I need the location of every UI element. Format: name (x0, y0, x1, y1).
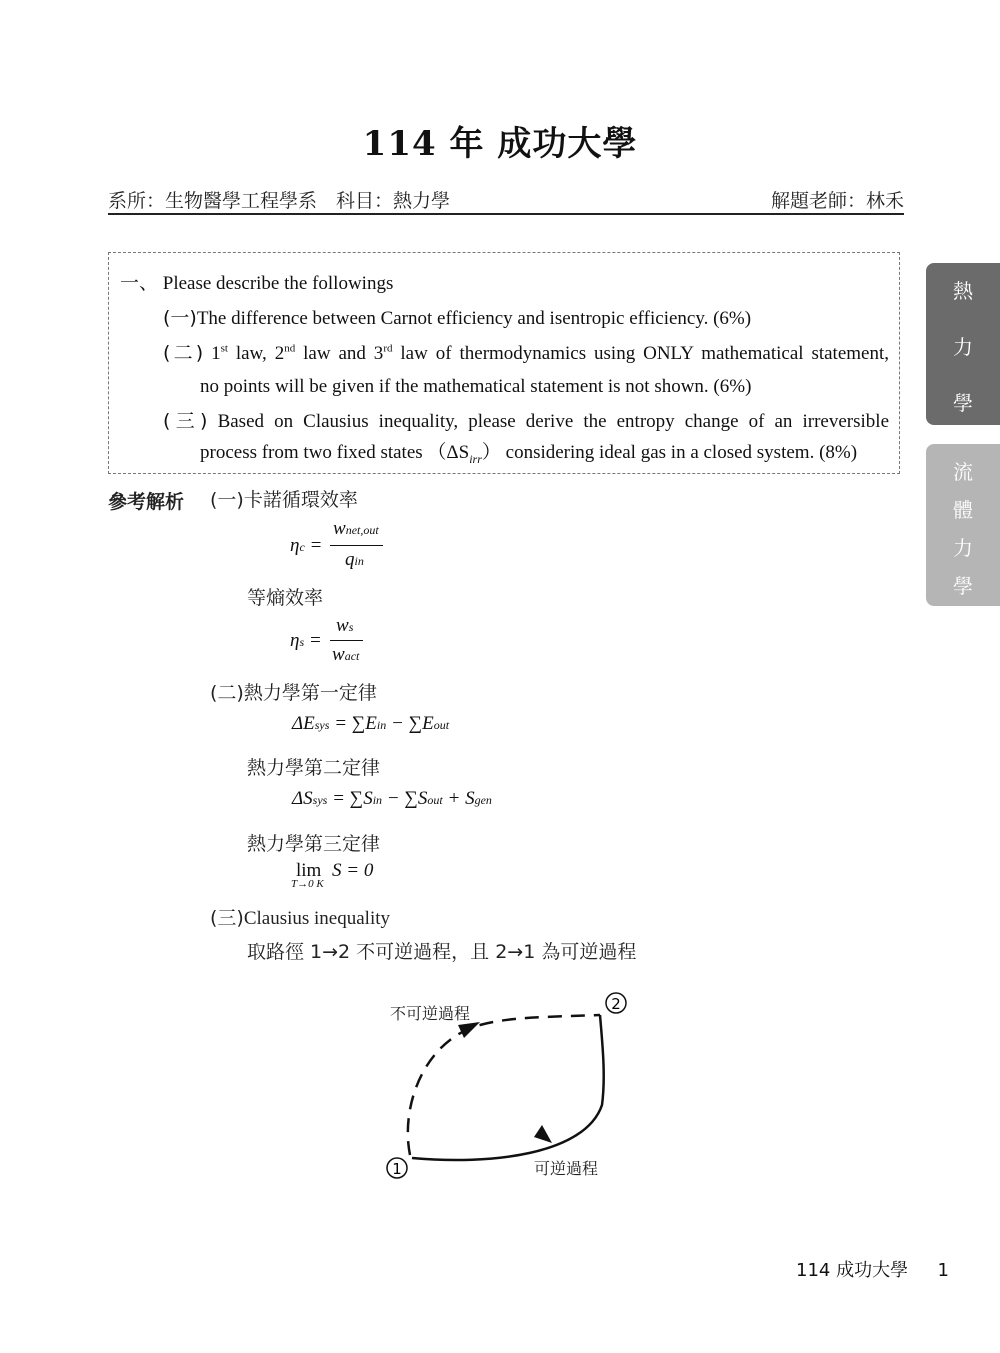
part-title: Clausius inequality (243, 908, 391, 929)
reversible-arrow-icon (534, 1125, 552, 1143)
side-tab-char: 體 (953, 498, 973, 522)
part-text: law of thermodynamics using ONLY mathematical statement, (392, 343, 890, 364)
part-label: (三) (210, 907, 244, 929)
teacher-name: 解題老師：林禾 (770, 190, 904, 212)
side-tab-char: 熱 (953, 279, 973, 303)
page-title: 114 年 成功大學 (362, 124, 638, 164)
question-intro: Please describe the followings (162, 273, 394, 294)
part-text: The difference between Carnot efficiency and isentropic efficiency. (6%) (196, 308, 752, 329)
question-part-2-line2: no points will be given if the mathematical statement is not shown. (6%) (200, 376, 752, 397)
part-text: law and 3 (295, 343, 384, 364)
part-text: Based on Clausius inequality, please derive the entropy change of an irreversible (217, 411, 890, 432)
part-title: 卡諾循環效率 (243, 489, 358, 511)
page-footer (796, 1256, 949, 1282)
eta-s-denominator: wact (332, 644, 360, 665)
side-tab-char: 力 (953, 536, 973, 560)
side-tab-char: 學 (953, 574, 973, 598)
header-rule (108, 213, 904, 215)
question-part-1 (163, 303, 751, 330)
answer-part-1-title (210, 485, 358, 512)
side-tab-char: 學 (953, 391, 973, 415)
state-2-label: 2 (611, 995, 621, 1013)
part-label: (一) (163, 307, 197, 329)
eta-c-denominator: qin (345, 549, 364, 570)
part-label: (三) (163, 410, 208, 432)
question-part-3-line2 (200, 437, 857, 467)
footer-school: 114 成功大學 (796, 1260, 909, 1281)
side-tab-char: 流 (953, 460, 973, 484)
page-number: 1 (937, 1260, 949, 1281)
first-law-equation: ΔEsys = ∑Ein − ∑Eout (292, 713, 450, 734)
process-cycle-diagram (370, 985, 640, 1195)
eta-c-numerator: wnet,out (333, 518, 379, 539)
irreversible-label: 不可逆過程 (390, 1004, 471, 1023)
eta-s-lhs: ηs = (290, 630, 322, 651)
answer-part-3-title (210, 903, 390, 930)
reversible-label: 可逆過程 (534, 1159, 599, 1178)
part-text-sub: irr (469, 451, 482, 466)
part-label: (一) (210, 489, 244, 511)
state-1-label: 1 (392, 1160, 402, 1178)
second-law-equation: ΔSsys = ∑Sin − ∑Sout + Sgen (292, 788, 492, 809)
eta-s-numerator: ws (336, 615, 354, 636)
part-text-sup: rd (383, 342, 393, 355)
third-law-rest: S = 0 (332, 860, 374, 881)
answer-part-2-title (210, 678, 377, 705)
part-text: ） considering ideal gas in a closed system. (8%) (481, 442, 858, 463)
irreversible-arrow-icon (458, 1022, 480, 1038)
part-label: (二) (163, 342, 204, 364)
answer-heading: 參考解析 (108, 491, 185, 513)
part-text: law, 2 (227, 343, 285, 364)
question-part-2-line1 (163, 338, 889, 365)
question-heading (120, 268, 393, 295)
isentropic-title: 等熵效率 (247, 587, 324, 609)
side-tab-thermodynamics[interactable] (926, 263, 1000, 425)
part-text-sup: nd (284, 342, 296, 355)
part-title: 熱力學第一定律 (243, 682, 377, 704)
second-law-title: 熱力學第二定律 (247, 757, 381, 779)
third-law-title: 熱力學第三定律 (247, 833, 381, 855)
part-text: process from two fixed states （ΔS (200, 442, 470, 463)
third-law-lim: lim (296, 860, 322, 881)
third-law-lim-sub: T→0 K (291, 878, 324, 890)
question-number: 一、 (120, 272, 159, 294)
side-tab-char: 力 (953, 335, 973, 359)
question-part-3-line1 (163, 406, 889, 433)
fraction-bar (330, 640, 363, 641)
path-description: 取路徑 1→2 不可逆過程，且 2→1 為可逆過程 (247, 941, 637, 963)
reversible-path (412, 1015, 604, 1160)
side-tab-fluid-mechanics[interactable] (926, 444, 1000, 606)
part-text-sup: st (220, 342, 228, 355)
eta-c-lhs: ηc = (290, 535, 323, 556)
fraction-bar (330, 545, 383, 546)
part-text: 1 (211, 343, 221, 364)
part-label: (二) (210, 682, 244, 704)
department-subject: 系所：生物醫學工程學系 科目：熱力學 (108, 190, 451, 212)
irreversible-path (408, 1015, 600, 1155)
